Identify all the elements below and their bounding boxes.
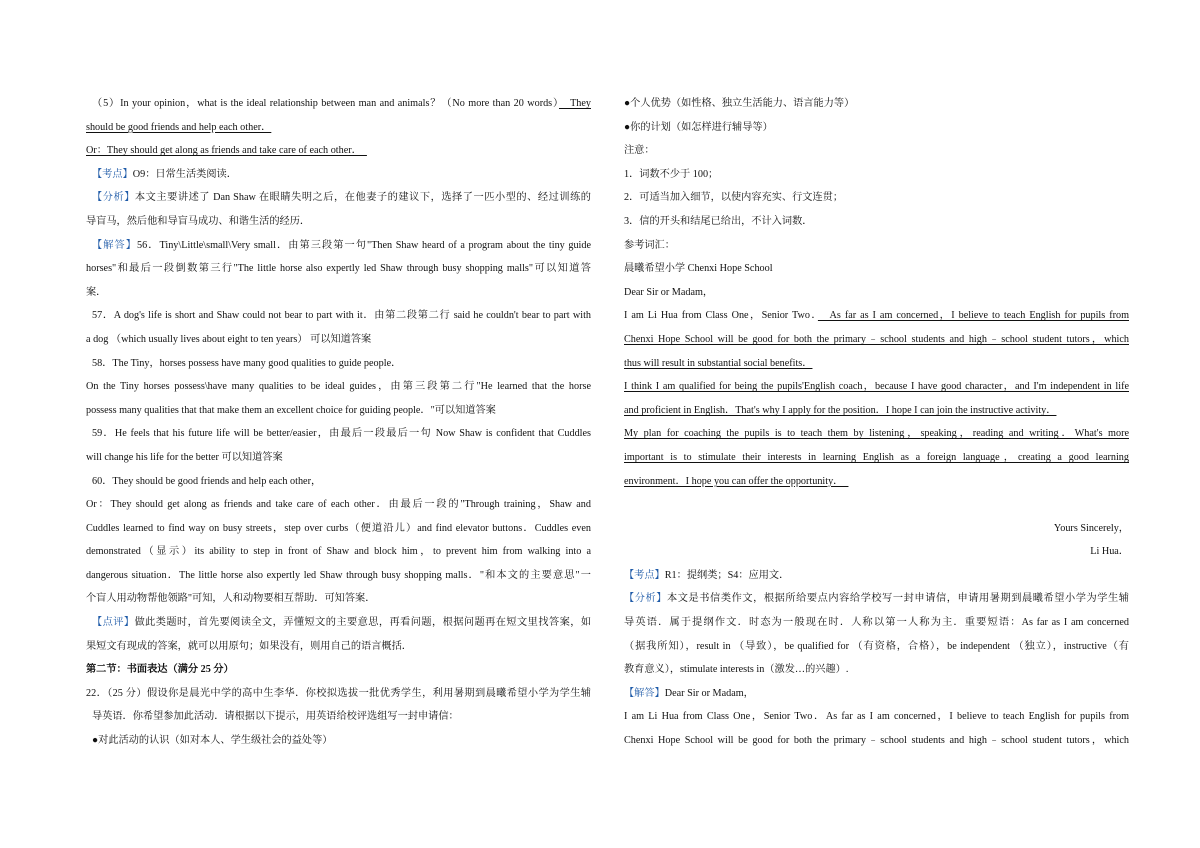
dianping-line-2: 果短文有现成的答案，就可以用原句；如果没有，则用自己的语言概括． bbox=[86, 640, 412, 652]
blank-line bbox=[624, 493, 1129, 517]
letter-answer-text: thus will result in substantial social benefits． bbox=[624, 357, 813, 369]
answer-58-line-2: On the Tiny horses possess\have many qualities to be ideal guides，由第三段第二行"He learned that the horse bbox=[86, 381, 591, 393]
jieda-tag: 【解答】 bbox=[92, 239, 138, 251]
vocab-item: 晨曦希望小学 Chenxi Hope School bbox=[624, 263, 773, 275]
q5-line-3 bbox=[86, 139, 591, 163]
answer-60-line-6: 个盲人用动物帮他领路"可知，人和动物要相互帮助．可知答案． bbox=[86, 593, 376, 605]
kaodian-tag: 【考点】 bbox=[92, 168, 133, 180]
right-fenxi-line-3: （据我所知），result in （导致），be qualified for （有资格，合格），be independent （独立），instructive（有 bbox=[624, 640, 1129, 652]
letter-opening: I am Li Hua from Class One，Senior Two． bbox=[624, 310, 818, 322]
right-column bbox=[624, 92, 1129, 753]
question-22-bullet-1: ●对此活动的认识（如对本人、学生级社会的益处等） bbox=[92, 735, 333, 747]
kaodian-tag: 【考点】 bbox=[624, 569, 665, 581]
letter-line-3 bbox=[624, 352, 1129, 376]
left-column bbox=[86, 92, 591, 753]
fenxi-text: 本文主要讲述了 Dan Shaw 在眼睛失明之后，在他妻子的建议下，选择了一匹小型的、经过训练的 bbox=[134, 192, 591, 204]
answer-60-line-2: Or：They should get along as friends and take care of each other．由最后一段的"Through training，Shaw and bbox=[86, 499, 591, 511]
letter-line-8 bbox=[624, 470, 1129, 494]
letter-answer-start: As far as I am concerned，I believe to teach English for pupils from bbox=[817, 310, 1129, 322]
question-22-bullet-2: ●个人优势（如性格、独立生活能力、语言能力等） bbox=[624, 98, 855, 109]
dianping-tag: 【点评】 bbox=[92, 617, 135, 629]
letter-line-4 bbox=[624, 375, 1129, 399]
kaodian-text: R1：提纲类；S4：应用文． bbox=[664, 569, 790, 581]
note-1: 1．词数不少于 100； bbox=[624, 168, 719, 180]
right-kaodian-line bbox=[624, 564, 1129, 588]
q5-answer-start: They bbox=[559, 98, 591, 109]
answer-60-line-5: dangerous situation．The little horse also expertly led Shaw through busy shopping malls．"和本文的主要意思"一 bbox=[86, 569, 591, 581]
answer-57-line-1: 57．A dog's life is short and Shaw could not bear to part with it．由第二段第二行 said he couldn't bear to part with bbox=[92, 310, 591, 322]
letter-closing: Yours Sincerely， bbox=[1053, 522, 1129, 534]
question-22-bullet-3: ●你的计划（如怎样进行辅导等） bbox=[624, 121, 773, 133]
answer-60-line-1: 60．They should be good friends and help each other， bbox=[92, 475, 322, 487]
q5-answer-alt: Or：They should get along as friends and take care of each other． bbox=[86, 145, 367, 157]
kaodian-line bbox=[86, 163, 591, 187]
dianping-text: 做此类题时，首先要阅读全文，弄懂短文的主要意思，再看问题，根据问题再在短文里找答案，如 bbox=[134, 617, 591, 629]
note-3: 3．信的开头和结尾已给出，不计入词数． bbox=[624, 215, 813, 227]
answer-58-line-3: possess many qualities that that make them an excellent choice for guiding people．"可以知道答案 bbox=[86, 404, 496, 416]
answer-60-line-4: demonstrated（显示）its ability to step in front of Shaw and block him，to prevent him from walking into a bbox=[86, 546, 591, 558]
right-jieda-line-1: I am Li Hua from Class One，Senior Two．As far as I am concerned，I believe to teach English for pupils from bbox=[624, 711, 1129, 723]
q5-line-2 bbox=[86, 116, 591, 140]
letter-answer-text: important is to stimulate their interests in learning English as a foreign language，creating a good learning bbox=[624, 451, 1129, 463]
right-fenxi-line-4: 教育意义），stimulate interests in（激发…的兴趣）. bbox=[624, 664, 849, 676]
fenxi-tag: 【分析】 bbox=[92, 192, 135, 204]
letter-answer-text: I think I am qualified for being the pupils'English coach，because I have good character，and I'm independent in life bbox=[624, 381, 1129, 393]
kaodian-text: O9：日常生活类阅读． bbox=[132, 168, 237, 180]
fenxi-line-2: 导盲马，然后他和导盲马成功、和谐生活的经历． bbox=[86, 215, 311, 227]
letter-answer-text: environment．I hope you can offer the opportunity． bbox=[624, 475, 849, 487]
jieda-salutation: Dear Sir or Madam， bbox=[664, 687, 754, 699]
notes-heading: 注意： bbox=[624, 145, 655, 157]
jieda-tag: 【解答】 bbox=[624, 687, 665, 699]
note-2: 2．可适当加入细节，以使内容充实、行文连贯； bbox=[624, 192, 844, 204]
right-jieda-line bbox=[624, 682, 1129, 706]
answer-59-line-1: 59．He feels that his future life will be better/easier，由最后一段最后一句 Now Shaw is confident that Cuddles bbox=[92, 428, 591, 440]
letter-salutation: Dear Sir or Madam， bbox=[624, 286, 714, 298]
q5-line-1 bbox=[86, 92, 591, 116]
vocab-heading: 参考词汇： bbox=[624, 239, 675, 251]
answer-59-line-2: will change his life for the better 可以知道答案 bbox=[86, 451, 283, 463]
letter-line-7 bbox=[624, 446, 1129, 470]
letter-line-2 bbox=[624, 328, 1129, 352]
section-heading: 第二节：书面表达（满分 25 分） bbox=[86, 664, 234, 676]
question-22-line-2: 导英语．你希望参加此活动．请根据以下提示，用英语给校评选组写一封申请信： bbox=[92, 711, 459, 723]
q5-answer-text: should be good friends and help each other． bbox=[86, 121, 272, 133]
letter-line-1 bbox=[624, 304, 1129, 328]
fenxi-text: 本文是书信类作文，根据所给要点内容给学校写一封申请信，申请用暑期到晨曦希望小学为学生辅 bbox=[667, 593, 1129, 605]
jieda-line-3: 案． bbox=[86, 286, 107, 298]
answer-58-line-1: 58．The Tiny，horses possess have many good qualities to guide people． bbox=[92, 357, 402, 369]
question-22-line-1: 22．（25 分）假设你是晨光中学的高中生李华．你校拟选拔一批优秀学生，利用暑期到晨曦希望小学为学生辅 bbox=[86, 687, 591, 699]
letter-line-5 bbox=[624, 399, 1129, 423]
answer-57-line-2: a dog （which usually lives about eight to ten years） 可以知道答案 bbox=[86, 333, 372, 345]
fenxi-line-1 bbox=[86, 186, 591, 210]
jieda-line-1 bbox=[86, 234, 591, 258]
fenxi-tag: 【分析】 bbox=[624, 593, 668, 605]
dianping-line-1 bbox=[86, 611, 591, 635]
letter-signature: Li Hua． bbox=[1090, 546, 1129, 558]
letter-answer-text: My plan for coaching the pupils is to teach them by listening，speaking，reading and writing．What's more bbox=[624, 428, 1129, 440]
right-jieda-line-2: Chenxi Hope School will be good for both the primary﹣school students and high﹣school student tutors，which bbox=[624, 735, 1129, 747]
letter-line-6 bbox=[624, 422, 1129, 446]
answer-60-line-3: Cuddles learned to find way on busy streets，step over curbs（便道沿儿）and find elevator buttons．Cuddles even bbox=[86, 522, 591, 534]
jieda-line-2: horses"和最后一段倒数第三行"The little horse also expertly led Shaw through busy shopping malls"可以知道答 bbox=[86, 263, 591, 275]
right-fenxi-line-1 bbox=[624, 587, 1129, 611]
right-fenxi-line-2: 导英语．属于提纲作文．时态为一般现在时．人称以第一人称为主．重要短语：As far as I am concerned bbox=[624, 617, 1129, 629]
letter-answer-text: and proficient in English．That's why I apply for the position．I hope I can join the instructive activity． bbox=[624, 404, 1057, 416]
q5-question-text: （5）In your opinion，what is the ideal relationship between man and animals？（No more than 20 words） bbox=[92, 98, 559, 109]
letter-answer-text: Chenxi Hope School will be good for both the primary﹣school students and high﹣school student tutors，which bbox=[624, 333, 1129, 345]
jieda-text: 56．Tiny\Little\small\Very small．由第三段第一句"Then Shaw heard of a program about the tiny guide bbox=[137, 239, 591, 251]
